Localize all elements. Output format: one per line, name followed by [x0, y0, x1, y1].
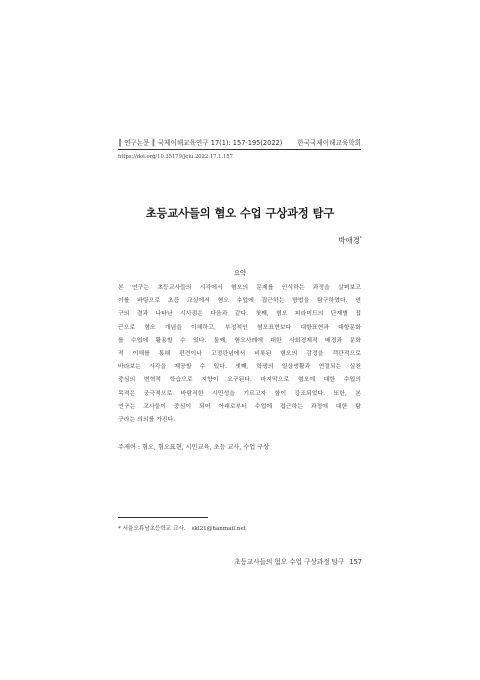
- keywords: 주제어 : 혐오, 혐오표현, 시민교육, 초등 교사, 수업 구상: [118, 444, 270, 451]
- author-footnote-mark: *: [359, 236, 362, 242]
- author-name: 박애경: [338, 236, 360, 245]
- abstract-line: 구라는 의의를 가진다.: [118, 415, 176, 423]
- abstract-line: 이를 바탕으로 초등 교실에서 혐오 수업에 접근하는 방법을 탐구하였다. 연: [118, 297, 361, 305]
- journal-citation: ║ 연구논문 ║ 국제이해교육연구 17(1): 157-195(2022): [118, 139, 283, 147]
- page-footer: [234, 556, 362, 566]
- author-email[interactable]: skl21@hanmail.net: [191, 526, 247, 532]
- abstract-heading: 요약: [233, 269, 247, 277]
- page-number: 157: [349, 558, 362, 566]
- author-footnote: [118, 524, 246, 532]
- footnote-divider: [118, 517, 208, 518]
- running-title: 초등교사들의 혐오 수업 구상과정 탐구: [234, 558, 345, 566]
- abstract-line: 목적은 궁극적으로 바람직한 시민성을 기르고자 함이 강조되었다. 또한, 본: [118, 389, 361, 397]
- abstract-line: 구의 결과 나타난 시사점은 다음과 같다. 첫째, 혐오 피라미드의 단계별 접: [118, 310, 361, 318]
- abstract-line: 본 연구는 초등교사들의 시각에서 혐오의 문제를 인식하는 과정을 살펴보고: [118, 284, 361, 291]
- abstract-line: 를 수업에 활용할 수 있다. 둘째, 혐오사례에 대한 사회경제적 배경과 문화: [118, 336, 361, 344]
- journal-header: [118, 137, 361, 147]
- author: [338, 235, 362, 246]
- author-affiliation: * 서울오류남초등학교 교사.: [118, 526, 186, 532]
- abstract-line: 적 이해를 통해 편견이나 고정관념에서 비롯된 혐오의 감정을 객관적으로: [118, 349, 361, 357]
- abstract-line: 바라보는 시각을 제공할 수 있다. 셋째, 학생의 일상생활과 연결되는 실천: [118, 363, 361, 371]
- header-divider: [118, 149, 361, 150]
- abstract-line: 연구는 교사들이 중심이 되어 아래로부터 수업에 접근하는 과정에 대한 탐: [118, 402, 361, 410]
- paper-title: 초등교사들의 혐오 수업 구상과정 탐구: [145, 207, 335, 220]
- doi-link[interactable]: https://doi.org/10.35179/jeiu.2022.17.1.157: [118, 154, 233, 160]
- society-name: 한국국제이해교육학회: [297, 139, 361, 147]
- abstract-line: 근으로 혐오 개념을 이해하고, 부정적인 혐오표현보다 대항표현과 대항문화: [118, 323, 361, 331]
- abstract-line: 중심의 변혁적 학습으로 지향이 요구된다. 마지막으로 혐오에 대한 수업의: [118, 376, 361, 384]
- abstract-body: [118, 281, 361, 426]
